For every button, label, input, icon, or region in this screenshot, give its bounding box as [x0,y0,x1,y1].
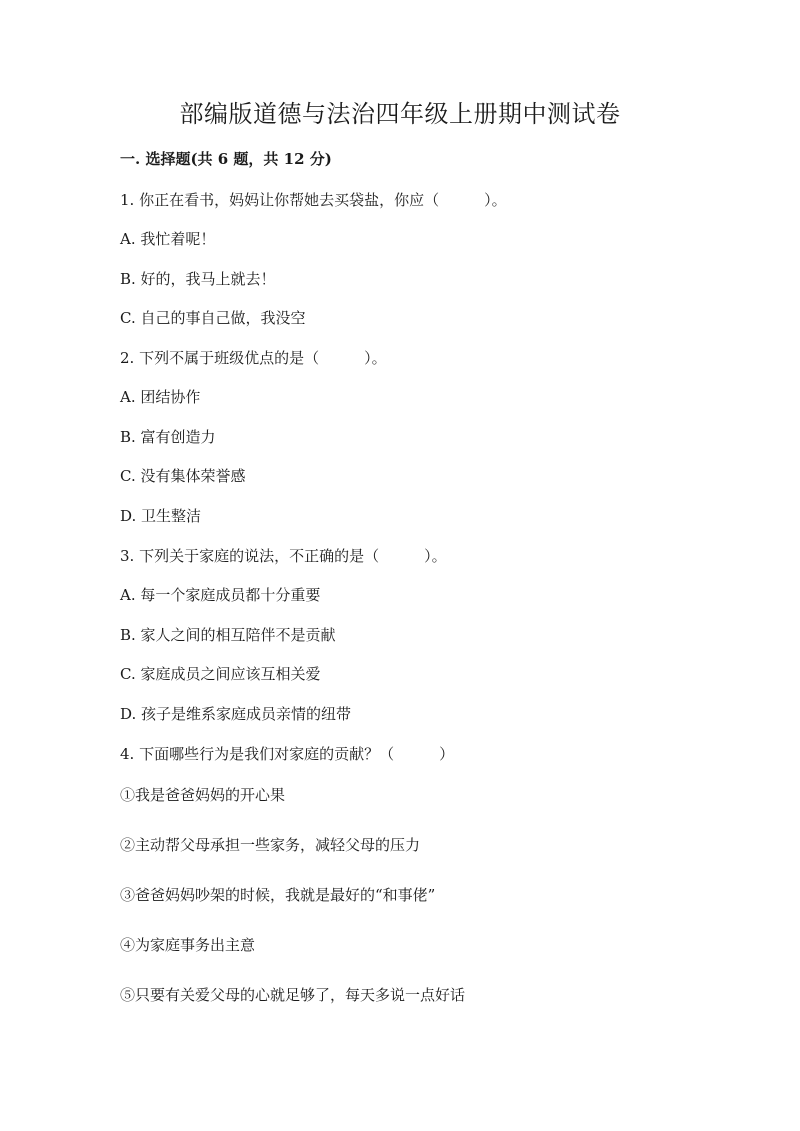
question-1-option-a: A. 我忙着呢！ [120,230,216,248]
question-3-option-d: D. 孩子是维系家庭成员亲情的纽带 [120,705,352,723]
question-4-statement-1: ①我是爸爸妈妈的开心果 [120,786,286,804]
question-3-option-b: B. 家人之间的相互陪伴不是贡献 [120,626,336,644]
question-2-option-d: D. 卫生整洁 [120,507,202,525]
exam-title: 部编版道德与法治四年级上册期中测试卷 [179,100,621,128]
question-4-statement-5: ⑤只要有关爱父母的心就足够了，每天多说一点好话 [120,986,466,1004]
section-heading: 一. 选择题(共 6 题，共 12 分) [120,150,332,168]
question-2-stem: 2. 下列不属于班级优点的是（ ）。 [120,349,387,367]
question-4-statement-3: ③爸爸妈妈吵架的时候，我就是最好的“和事佬” [120,886,436,904]
question-1-option-c: C. 自己的事自己做，我没空 [120,309,306,327]
question-2-option-a: A. 团结协作 [120,388,201,406]
question-1-stem: 1. 你正在看书，妈妈让你帮她去买袋盐，你应（ ）。 [120,191,507,209]
question-3-option-a: A. 每一个家庭成员都十分重要 [120,586,321,604]
question-4-stem: 4. 下面哪些行为是我们对家庭的贡献？（ ） [120,745,455,763]
question-4-statement-4: ④为家庭事务出主意 [120,936,256,954]
question-3-option-c: C. 家庭成员之间应该互相关爱 [120,665,321,683]
question-1-option-b: B. 好的，我马上就去！ [120,270,276,288]
question-4-statement-2: ②主动帮父母承担一些家务，减轻父母的压力 [120,836,421,854]
question-2-option-b: B. 富有创造力 [120,428,216,446]
question-3-stem: 3. 下列关于家庭的说法，不正确的是（ ）。 [120,547,447,565]
question-2-option-c: C. 没有集体荣誉感 [120,467,246,485]
